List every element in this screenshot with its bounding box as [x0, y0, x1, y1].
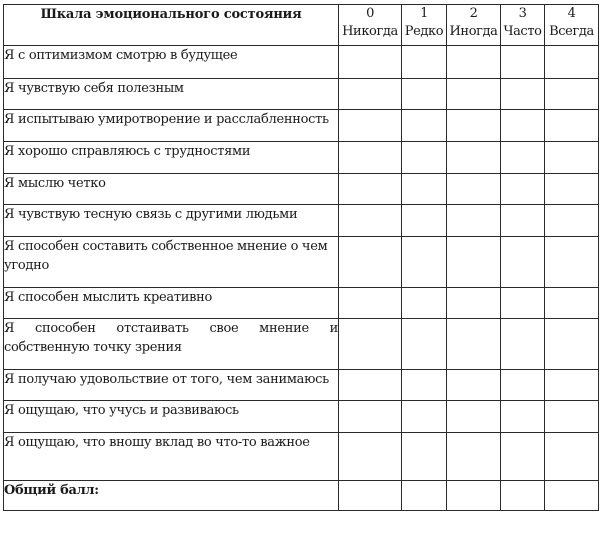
answer-cell-2[interactable]	[447, 237, 501, 288]
option-value: 4	[567, 6, 576, 21]
answer-cell-0[interactable]	[339, 79, 402, 110]
option-label: Никогда	[342, 24, 398, 39]
statement-text: Я способен мыслить креативно	[4, 288, 339, 319]
statement-text: Я мыслю четко	[4, 174, 339, 205]
option-header-3	[501, 5, 545, 46]
answer-cell-2[interactable]	[447, 205, 501, 237]
table-row	[4, 319, 599, 370]
answer-cell-2[interactable]	[447, 174, 501, 205]
total-cell-3[interactable]	[501, 481, 545, 511]
answer-cell-2[interactable]	[447, 142, 501, 174]
option-value: 2	[469, 6, 478, 21]
table-row	[4, 370, 599, 401]
emotional-state-scale-table	[3, 4, 599, 511]
answer-cell-4[interactable]	[545, 433, 599, 481]
answer-cell-0[interactable]	[339, 142, 402, 174]
statement-text: Я чувствую себя полезным	[4, 79, 339, 110]
table-row	[4, 237, 599, 288]
answer-cell-4[interactable]	[545, 205, 599, 237]
answer-cell-4[interactable]	[545, 401, 599, 433]
option-label: Часто	[503, 24, 542, 39]
total-score-label: Общий балл:	[4, 481, 339, 511]
statement-text: Я способен составить собственное мнение о чем угодно	[4, 237, 339, 288]
option-label: Иногда	[449, 24, 498, 39]
table-row	[4, 79, 599, 110]
answer-cell-3[interactable]	[501, 205, 545, 237]
answer-cell-4[interactable]	[545, 110, 599, 142]
answer-cell-3[interactable]	[501, 110, 545, 142]
answer-cell-2[interactable]	[447, 46, 501, 79]
answer-cell-1[interactable]	[402, 205, 447, 237]
answer-cell-3[interactable]	[501, 142, 545, 174]
answer-cell-1[interactable]	[402, 370, 447, 401]
total-cell-1[interactable]	[402, 481, 447, 511]
option-header-4	[545, 5, 599, 46]
answer-cell-2[interactable]	[447, 319, 501, 370]
table-row	[4, 174, 599, 205]
answer-cell-3[interactable]	[501, 174, 545, 205]
answer-cell-0[interactable]	[339, 319, 402, 370]
answer-cell-1[interactable]	[402, 46, 447, 79]
answer-cell-4[interactable]	[545, 142, 599, 174]
answer-cell-3[interactable]	[501, 319, 545, 370]
answer-cell-0[interactable]	[339, 288, 402, 319]
total-row	[4, 481, 599, 511]
statement-text: Я хорошо справляюсь с трудностями	[4, 142, 339, 174]
answer-cell-3[interactable]	[501, 288, 545, 319]
option-label: Всегда	[549, 24, 594, 39]
answer-cell-0[interactable]	[339, 370, 402, 401]
total-cell-4[interactable]	[545, 481, 599, 511]
answer-cell-1[interactable]	[402, 401, 447, 433]
answer-cell-1[interactable]	[402, 237, 447, 288]
option-value: 0	[366, 6, 374, 21]
answer-cell-2[interactable]	[447, 110, 501, 142]
answer-cell-1[interactable]	[402, 288, 447, 319]
answer-cell-0[interactable]	[339, 433, 402, 481]
answer-cell-0[interactable]	[339, 237, 402, 288]
table-row	[4, 205, 599, 237]
answer-cell-0[interactable]	[339, 46, 402, 79]
option-header-0	[339, 5, 402, 46]
answer-cell-3[interactable]	[501, 401, 545, 433]
answer-cell-3[interactable]	[501, 433, 545, 481]
statement-text: Я получаю удовольствие от того, чем занимаюсь	[4, 370, 339, 401]
option-label: Редко	[404, 24, 444, 39]
table-row	[4, 288, 599, 319]
table-row	[4, 433, 599, 481]
statement-text: Я чувствую тесную связь с другими людьми	[4, 205, 339, 237]
answer-cell-3[interactable]	[501, 370, 545, 401]
answer-cell-0[interactable]	[339, 401, 402, 433]
answer-cell-4[interactable]	[545, 174, 599, 205]
answer-cell-1[interactable]	[402, 174, 447, 205]
answer-cell-1[interactable]	[402, 142, 447, 174]
answer-cell-1[interactable]	[402, 433, 447, 481]
header-row	[4, 5, 599, 46]
answer-cell-1[interactable]	[402, 110, 447, 142]
table-row	[4, 401, 599, 433]
statement-text: Я с оптимизмом смотрю в будущее	[4, 46, 339, 79]
answer-cell-3[interactable]	[501, 79, 545, 110]
option-header-1	[402, 5, 447, 46]
answer-cell-2[interactable]	[447, 79, 501, 110]
table-title: Шкала эмоционального состояния	[4, 5, 339, 46]
total-cell-2[interactable]	[447, 481, 501, 511]
answer-cell-2[interactable]	[447, 401, 501, 433]
total-cell-0[interactable]	[339, 481, 402, 511]
table-row	[4, 110, 599, 142]
answer-cell-3[interactable]	[501, 46, 545, 79]
table-row	[4, 142, 599, 174]
table-row	[4, 46, 599, 79]
option-header-2	[447, 5, 501, 46]
answer-cell-0[interactable]	[339, 110, 402, 142]
statement-text: Я ощущаю, что вношу вклад во что-то важное	[4, 433, 339, 481]
answer-cell-2[interactable]	[447, 288, 501, 319]
answer-cell-4[interactable]	[545, 46, 599, 79]
option-value: 3	[518, 6, 527, 21]
answer-cell-4[interactable]	[545, 79, 599, 110]
answer-cell-0[interactable]	[339, 174, 402, 205]
option-value: 1	[420, 6, 428, 21]
statement-text: Я ощущаю, что учусь и развиваюсь	[4, 401, 339, 433]
answer-cell-1[interactable]	[402, 319, 447, 370]
answer-cell-0[interactable]	[339, 205, 402, 237]
answer-cell-4[interactable]	[545, 370, 599, 401]
answer-cell-3[interactable]	[501, 237, 545, 288]
answer-cell-4[interactable]	[545, 237, 599, 288]
answer-cell-2[interactable]	[447, 370, 501, 401]
statement-text: Я способен отстаивать свое мнение и собственную точку зрения	[4, 319, 339, 370]
answer-cell-4[interactable]	[545, 288, 599, 319]
answer-cell-1[interactable]	[402, 79, 447, 110]
answer-cell-4[interactable]	[545, 319, 599, 370]
answer-cell-2[interactable]	[447, 433, 501, 481]
statement-text: Я испытываю умиротворение и расслабленность	[4, 110, 339, 142]
